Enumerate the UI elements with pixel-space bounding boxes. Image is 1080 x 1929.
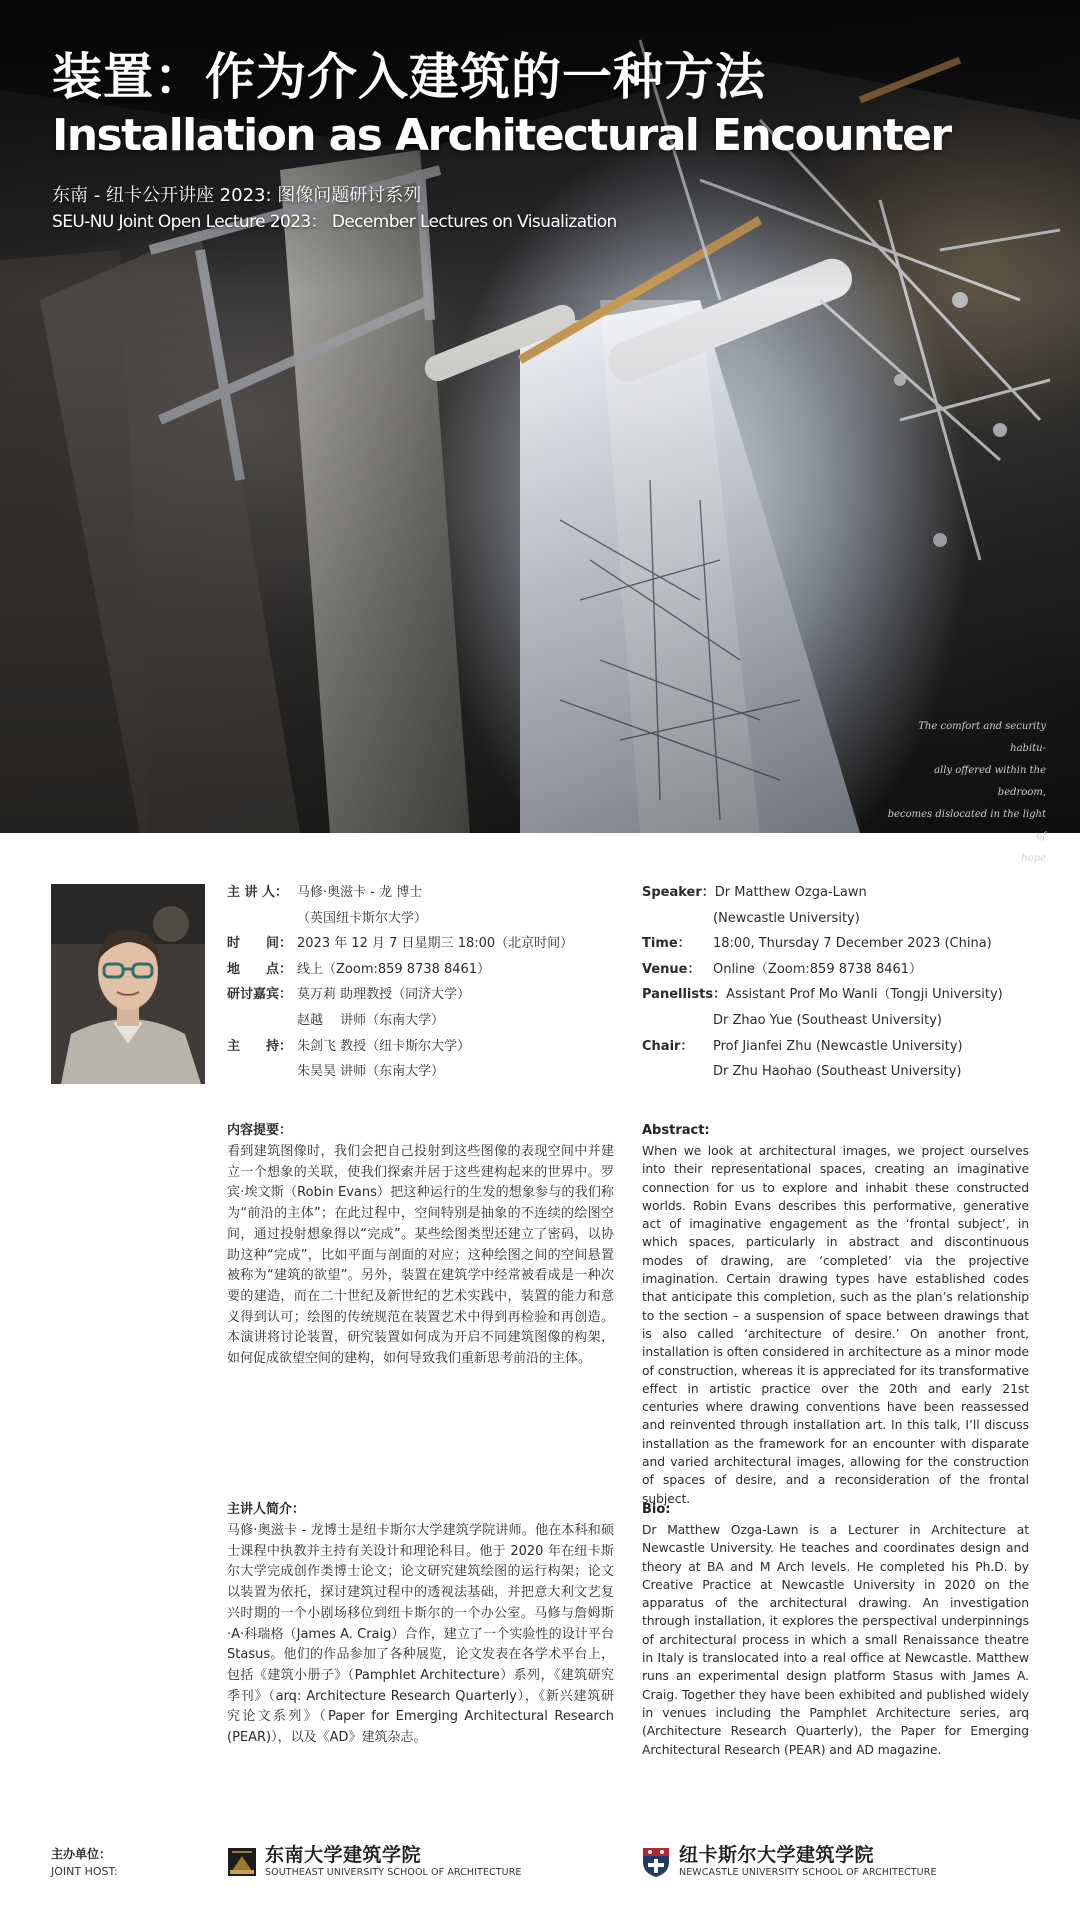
detail-row: Time： 18:00, Thursday 7 December 2023 (China): [642, 936, 992, 952]
detail-row: Dr Zhao Yue (Southeast University): [713, 1012, 942, 1028]
detail-row: 时 间： 2023 年 12 月 7 日星期三 18:00（北京时间）: [227, 936, 574, 952]
title-english: Installation as Architectural Encounter: [52, 110, 951, 161]
detail-row: (Newcastle University): [713, 910, 860, 926]
detail-row: （英国纽卡斯尔大学）: [297, 910, 428, 926]
abstract-chinese: [227, 1121, 614, 1370]
bio-heading: Bio:: [642, 1502, 671, 1517]
detail-row: 地 点： 线上（Zoom:859 8738 8461）: [227, 961, 491, 977]
bio-english: [642, 1500, 1029, 1759]
abstract-text: 看到建筑图像时，我们会把自己投射到这些图像的表现空间中并建立一个想象的关联，使我们探索并居于这些建构起来的世界中。罗宾·埃文斯（Robin Evans）把这种运行的生发的想象参与的我们称为“前沿的主体”；在此过程中，空间特别是抽象的不连续的绘图空间，通过投射想象得以“完成”。某些绘图类型还建立了密码，以协助这种“完成”，比如平面与剖面的对应；这种绘图之间的空间悬置被称为“建筑的欲望”。另外，装置在建筑学中经常被看成是一种次要的建造，而在二十世纪及新世纪的艺术实践中，装置的能力和意义得到认可；绘图的传统规范在装置艺术中得到再检验和再创造。本演讲将讨论装置，研究装置如何成为开启不同建筑图像的构架，如何促成欲望空间的建构，如何导致我们重新思考前沿的主体。: [227, 1144, 614, 1367]
detail-row: Venue： Online（Zoom:859 8738 8461）: [642, 961, 923, 977]
detail-row: 朱昊昊 讲师（东南大学）: [297, 1064, 445, 1080]
photo-caption: The comfort and security habitu- ally offered within the bedroom, becomes dislocated in the light of hope: [887, 721, 1046, 864]
subtitle-english: SEU-NU Joint Open Lecture 2023： December Lectures on Visualization: [52, 212, 617, 232]
seu-name-chinese: 东南大学建筑学院: [265, 1844, 422, 1866]
bio-heading: 主讲人简介：: [227, 1502, 306, 1517]
seu-emblem-icon: [227, 1846, 257, 1878]
bio-chinese: [227, 1500, 614, 1749]
details-english: [642, 880, 1042, 1085]
detail-row: 赵越 讲师（东南大学）: [297, 1012, 445, 1028]
speaker-photo: [51, 884, 205, 1084]
abstract-heading: Abstract:: [642, 1123, 710, 1138]
title-chinese: 装置：作为介入建筑的一种方法: [52, 48, 766, 106]
abstract-heading: 内容提要：: [227, 1123, 293, 1138]
abstract-text: When we look at architectural images, we project ourselves into their representational spaces, creating an imaginative connection for us to explore and inhabit these constructed worlds. Robin Evans describes this performative, generative act of imaginative engagement as the ‘frontal subject’, in which spaces, particularly in abstract and discontinuous modes of drawing, are ‘completed’ via the projective imagination. Certain drawing types have established codes that anticipate this completion, such as the plan’s relationship to the section – a suspension of space between drawings that is also called ‘architecture of desire.’ On another front, installation is often considered in architecture as a minor mode of construction, whereas it is appreciated for its transformative effect in artistic practice over the 20th and early 21st centuries where drawing conventions have been reassessed and reinvented through installation art. In this talk, I’ll discuss installation as the framework for an encounter with disparate and varied architectural images, allowing for the construction of spaces of desire, and a reconsideration of the frontal subject.: [642, 1144, 1029, 1506]
nu-name-chinese: 纽卡斯尔大学建筑学院: [679, 1844, 875, 1866]
detail-row: Dr Zhu Haohao (Southeast University): [713, 1064, 962, 1080]
detail-row: 主 持： 朱剑飞 教授（纽卡斯尔大学）: [227, 1038, 471, 1054]
nu-logo: [641, 1844, 937, 1879]
subtitle-chinese: 东南 - 纽卡公开讲座 2023: 图像问题研讨系列: [52, 185, 422, 206]
bio-text: 马修·奥滋卡 - 龙博士是纽卡斯尔大学建筑学院讲师。他在本科和硕士课程中执教并主持有关设计和理论科目。他于 2020 年在纽卡斯尔大学完成创作类博士论文；论文研究建筑绘图的运行构架；论文以装置为依托，探讨建筑过程中的透视法基础，并把意大利文艺复兴时期的一个小剧场移位到纽卡斯尔的一个办公室。马修与詹姆斯·A·科瑞格（James A. Craig）合作，建立了一个实验性的设计平台 Stasus。他们的作品参加了各种展览，论文发表在各学术平台上，包括《建筑小册子》（Pamphlet Architecture）系列，《建筑研究季刊》（arq: Architecture Research Quarterly），《新兴建筑研究论文系列》（Paper for Emerging Architectural Research (PEAR)），以及《AD》建筑杂志。: [227, 1523, 614, 1746]
seu-name-english: SOUTHEAST UNIVERSITY SCHOOL OF ARCHITECTURE: [265, 1867, 522, 1878]
detail-row: Panellists： Assistant Prof Mo Wanli（Tongji University): [642, 987, 1003, 1003]
bio-text: Dr Matthew Ozga-Lawn is a Lecturer in Architecture at Newcastle University. He teaches and coordinates design and theory at BA and M Arch levels. He completed his Ph.D. by Creative Practice at Newcastle University in 2020 on the apparatus of the architectural drawing. An investigation through installation, it explores the perspectival underpinnings of architectural process in which a small Renaissance theatre in Italy is translocated into a real office at Newcastle. Matthew runs an experimental design platform Stasus with James A. Craig. Together they have been exhibited and published widely in venues including the Pamphlet Architecture series, arq (Architecture Research Quarterly), the Paper for Emerging Architectural Research (PEAR) and AD magazine.: [642, 1523, 1029, 1757]
abstract-english: [642, 1121, 1029, 1508]
joint-host-label: 主办单位： JOINT HOST:: [51, 1847, 118, 1878]
nu-name-english: NEWCASTLE UNIVERSITY SCHOOL OF ARCHITECTURE: [679, 1867, 937, 1878]
seu-logo: [227, 1844, 522, 1879]
nu-shield-icon: [641, 1846, 671, 1878]
detail-row: 研讨嘉宾： 莫万莉 助理教授（同济大学）: [227, 987, 471, 1003]
hero-banner: [0, 0, 1080, 864]
detail-row: Chair： Prof Jianfei Zhu (Newcastle University): [642, 1038, 963, 1054]
detail-row: Speaker： Dr Matthew Ozga-Lawn: [642, 885, 867, 900]
detail-row: 主 讲 人： 马修·奥滋卡 - 龙 博士: [227, 885, 423, 900]
details-chinese: [227, 880, 617, 1085]
